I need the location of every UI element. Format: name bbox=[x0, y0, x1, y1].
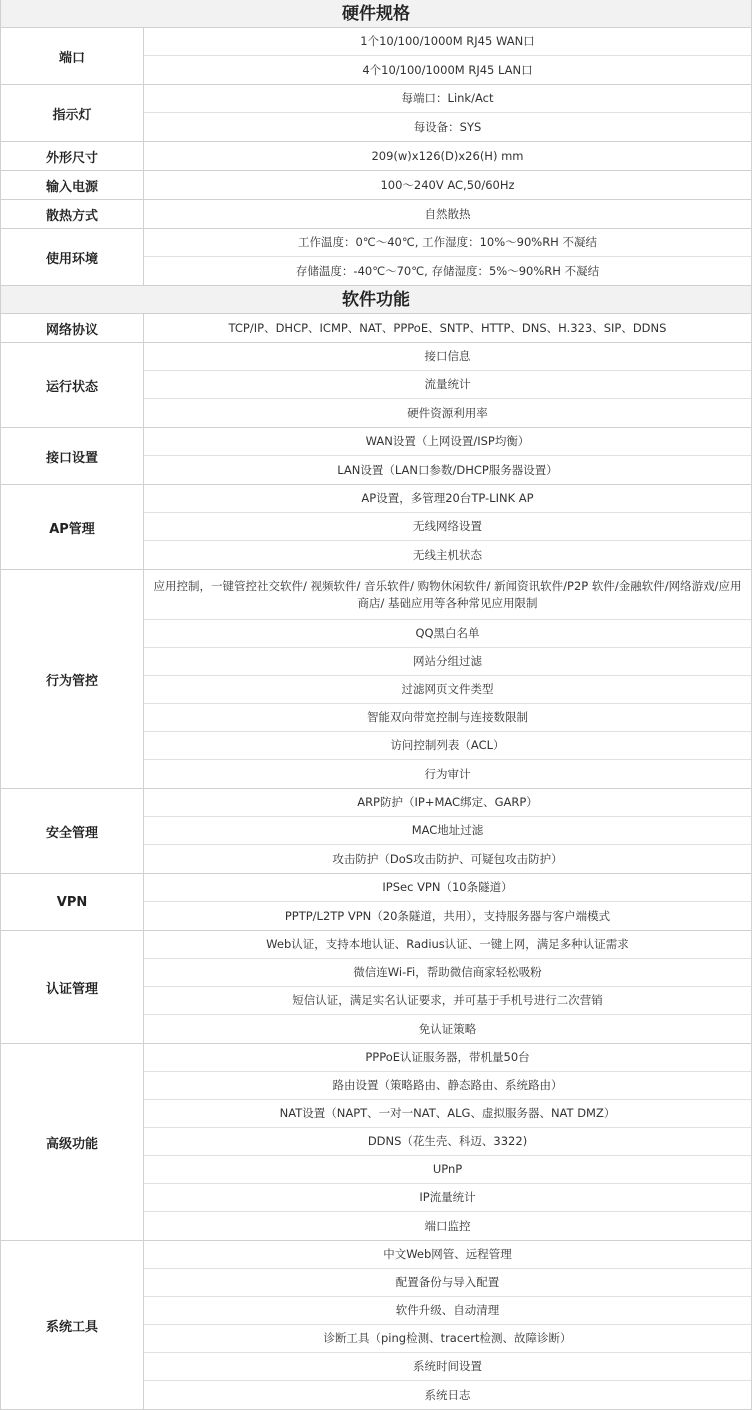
spec-label: 使用环境 bbox=[1, 229, 144, 285]
section-title: 软件功能 bbox=[0, 286, 752, 314]
spec-value: AP设置，多管理20台TP-LINK AP bbox=[144, 485, 751, 513]
spec-value: 路由设置（策略路由、静态路由、系统路由） bbox=[144, 1072, 751, 1100]
spec-value: MAC地址过滤 bbox=[144, 817, 751, 845]
spec-row bbox=[0, 229, 752, 286]
spec-value: NAT设置（NAPT、一对一NAT、ALG、虚拟服务器、NAT DMZ） bbox=[144, 1100, 751, 1128]
spec-value: WAN设置（上网设置/ISP均衡） bbox=[144, 428, 751, 456]
spec-row bbox=[0, 1241, 752, 1410]
spec-value: 微信连Wi-Fi，帮助微信商家轻松吸粉 bbox=[144, 959, 751, 987]
spec-label: 接口设置 bbox=[1, 428, 144, 484]
spec-row bbox=[0, 85, 752, 142]
section-title: 硬件规格 bbox=[0, 0, 752, 28]
spec-row bbox=[0, 931, 752, 1044]
spec-value: 接口信息 bbox=[144, 343, 751, 371]
spec-values bbox=[144, 28, 751, 84]
spec-value: 系统时间设置 bbox=[144, 1353, 751, 1381]
spec-label: 高级功能 bbox=[1, 1044, 144, 1240]
spec-value: 自然散热 bbox=[424, 206, 471, 221]
spec-value: QQ黑白名单 bbox=[144, 620, 751, 648]
spec-row bbox=[0, 570, 752, 789]
spec-value: 访问控制列表（ACL） bbox=[144, 732, 751, 760]
spec-label: 行为管控 bbox=[1, 570, 144, 788]
spec-label: 安全管理 bbox=[1, 789, 144, 873]
spec-value: 攻击防护（DoS攻击防护、可疑包攻击防护） bbox=[332, 851, 563, 866]
spec-value: DDNS（花生壳、科迈、3322) bbox=[144, 1128, 751, 1156]
spec-value: TCP/IP、DHCP、ICMP、NAT、PPPoE、SNTP、HTTP、DNS、H.323、SIP、DDNS bbox=[228, 320, 667, 335]
spec-value: 端口监控 bbox=[424, 1218, 471, 1233]
spec-label: 散热方式 bbox=[1, 200, 144, 228]
spec-value: 每设备：SYS bbox=[413, 119, 482, 134]
spec-values bbox=[144, 142, 751, 170]
spec-values bbox=[144, 931, 751, 1043]
spec-value: 智能双向带宽控制与连接数限制 bbox=[144, 704, 751, 732]
spec-values bbox=[144, 874, 751, 930]
spec-value: ARP防护（IP+MAC绑定、GARP） bbox=[144, 789, 751, 817]
spec-value: 短信认证，满足实名认证要求，并可基于手机号进行二次营销 bbox=[144, 987, 751, 1015]
spec-values bbox=[144, 570, 751, 788]
section-hardware bbox=[0, 0, 752, 286]
spec-values bbox=[144, 789, 751, 873]
spec-value: 行为审计 bbox=[424, 766, 471, 781]
spec-value: 诊断工具（ping检测、tracert检测、故障诊断） bbox=[144, 1325, 751, 1353]
spec-row bbox=[0, 142, 752, 171]
spec-value: IP流量统计 bbox=[144, 1184, 751, 1212]
spec-value: 免认证策略 bbox=[418, 1021, 477, 1036]
spec-value: 无线网络设置 bbox=[144, 513, 751, 541]
spec-values bbox=[144, 314, 751, 342]
spec-row bbox=[0, 171, 752, 200]
spec-value: UPnP bbox=[144, 1156, 751, 1184]
spec-value: 配置备份与导入配置 bbox=[144, 1269, 751, 1297]
spec-label: 运行状态 bbox=[1, 343, 144, 427]
spec-value: 过滤网页文件类型 bbox=[144, 676, 751, 704]
spec-value: IPSec VPN（10条隧道） bbox=[144, 874, 751, 902]
spec-row bbox=[0, 200, 752, 229]
spec-values bbox=[144, 85, 751, 141]
spec-value: 硬件资源利用率 bbox=[407, 405, 488, 420]
spec-row bbox=[0, 428, 752, 485]
spec-value: 209(w)x126(D)x26(H) mm bbox=[371, 148, 524, 163]
spec-label: 指示灯 bbox=[1, 85, 144, 141]
spec-row bbox=[0, 28, 752, 85]
spec-row bbox=[0, 485, 752, 570]
spec-row bbox=[0, 314, 752, 343]
spec-row bbox=[0, 874, 752, 931]
spec-value: 1个10/100/1000M RJ45 WAN口 bbox=[144, 28, 751, 56]
spec-values bbox=[144, 229, 751, 285]
spec-label: 认证管理 bbox=[1, 931, 144, 1043]
spec-values bbox=[144, 171, 751, 199]
spec-values bbox=[144, 1044, 751, 1240]
spec-value: 系统日志 bbox=[424, 1387, 471, 1402]
spec-label: VPN bbox=[1, 874, 144, 930]
spec-label: 外形尺寸 bbox=[1, 142, 144, 170]
spec-values bbox=[144, 485, 751, 569]
spec-label: 网络协议 bbox=[1, 314, 144, 342]
spec-values bbox=[144, 428, 751, 484]
spec-value: 网站分组过滤 bbox=[144, 648, 751, 676]
spec-values bbox=[144, 1241, 751, 1409]
spec-values bbox=[144, 343, 751, 427]
spec-value: LAN设置（LAN口参数/DHCP服务器设置） bbox=[337, 462, 558, 477]
section-software bbox=[0, 286, 752, 1410]
spec-label: 系统工具 bbox=[1, 1241, 144, 1409]
spec-value: 每端口：Link/Act bbox=[144, 85, 751, 113]
spec-value: 存储温度：-40℃～70℃, 存储湿度：5%～90%RH 不凝结 bbox=[295, 263, 600, 278]
spec-value: 4个10/100/1000M RJ45 LAN口 bbox=[362, 62, 533, 77]
spec-value: 软件升级、自动清理 bbox=[144, 1297, 751, 1325]
spec-value: 中文Web网管、远程管理 bbox=[144, 1241, 751, 1269]
spec-value: Web认证，支持本地认证、Radius认证、一键上网，满足多种认证需求 bbox=[144, 931, 751, 959]
spec-label: AP管理 bbox=[1, 485, 144, 569]
spec-value: 应用控制，一键管控社交软件/ 视频软件/ 音乐软件/ 购物休闲软件/ 新闻资讯软件/P2P 软件/金融软件/网络游戏/应用商店/ 基础应用等各种常见应用限制 bbox=[144, 570, 751, 620]
spec-label: 输入电源 bbox=[1, 171, 144, 199]
spec-value: 工作温度：0℃～40℃, 工作湿度：10%～90%RH 不凝结 bbox=[144, 229, 751, 257]
spec-value: PPPoE认证服务器，带机量50台 bbox=[144, 1044, 751, 1072]
spec-values bbox=[144, 200, 751, 228]
spec-value: 100～240V AC,50/60Hz bbox=[380, 177, 515, 192]
spec-row bbox=[0, 343, 752, 428]
spec-row bbox=[0, 789, 752, 874]
spec-row bbox=[0, 1044, 752, 1241]
spec-value: PPTP/L2TP VPN（20条隧道，共用），支持服务器与客户端模式 bbox=[284, 908, 611, 923]
spec-value: 流量统计 bbox=[144, 371, 751, 399]
spec-label: 端口 bbox=[1, 28, 144, 84]
spec-value: 无线主机状态 bbox=[413, 547, 482, 562]
